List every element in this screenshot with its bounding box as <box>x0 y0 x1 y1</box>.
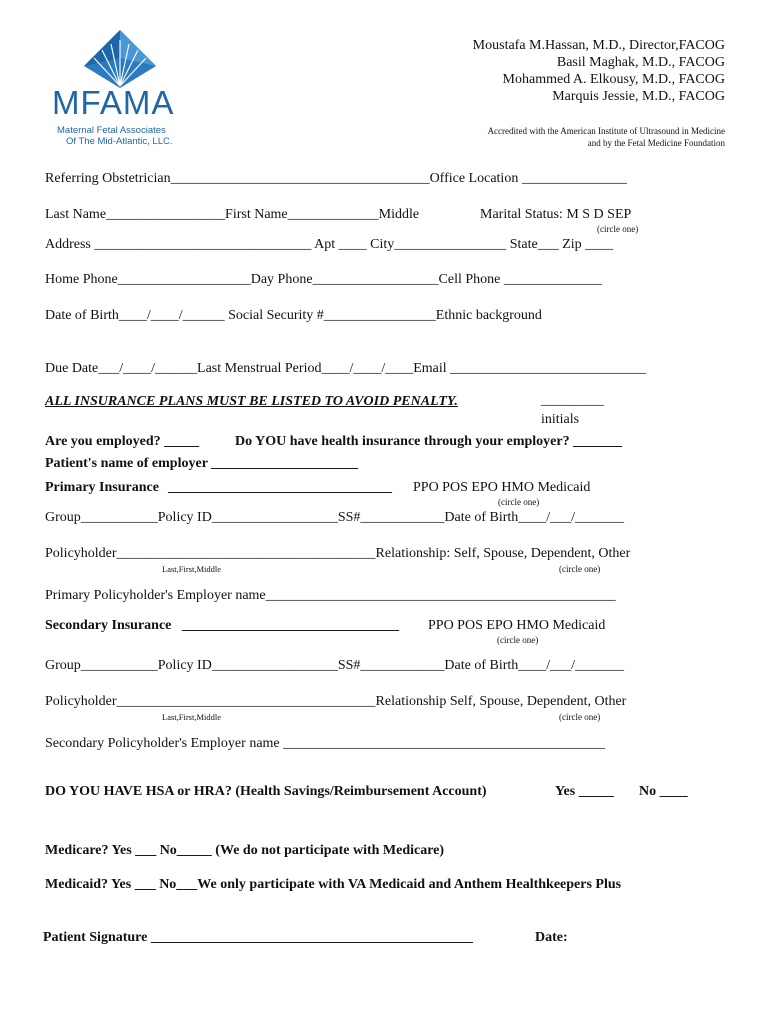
circle-one-note: (circle one) <box>559 564 601 574</box>
accreditation-line: Accredited with the American Institute of Ultrasound in Medicine <box>487 126 725 136</box>
hsa-question: DO YOU HAVE HSA or HRA? (Health Savings/Reimbursement Account) <box>45 784 487 799</box>
medicaid-row[interactable]: Medicaid? Yes ___ No___We only participate with VA Medicaid and Anthem Healthkeepers Plus <box>45 877 622 892</box>
employer-insurance-question[interactable]: Do YOU have health insurance through your employer? _______ <box>235 434 623 449</box>
initials-label: initials <box>541 412 580 427</box>
secondary-plan-types[interactable]: PPO POS EPO HMO Medicaid <box>428 618 606 633</box>
employed-question[interactable]: Are you employed? _____ <box>45 434 200 449</box>
secondary-insurance-field[interactable]: _______________________________ <box>182 618 399 633</box>
last-first-middle-note: Last,First,Middle <box>162 712 222 722</box>
logo-line2: Of The Mid-Atlantic, LLC. <box>66 136 173 147</box>
logo-diamond-icon <box>60 28 180 90</box>
logo-name: MFAMA <box>52 84 175 121</box>
primary-plan-types[interactable]: PPO POS EPO HMO Medicaid <box>413 480 591 495</box>
logo-line1: Maternal Fetal Associates <box>57 125 166 136</box>
due-date-row[interactable]: Due Date___/____/______Last Menstrual Period____/____/____Email ____________________________ <box>45 361 647 376</box>
accreditation-line: and by the Fetal Medicine Foundation <box>587 138 725 148</box>
circle-one-note: (circle one) <box>498 497 540 507</box>
secondary-employer-row[interactable]: Secondary Policyholder's Employer name ______________________________________________ <box>45 736 606 751</box>
circle-one-note: (circle one) <box>497 635 539 645</box>
marital-status[interactable]: Marital Status: M S D SEP <box>480 207 632 222</box>
hsa-no-field[interactable]: No ____ <box>639 784 688 799</box>
name-row[interactable]: Last Name_________________First Name_____________Middle <box>45 207 420 222</box>
primary-insurance-field[interactable]: ________________________________ <box>168 480 392 495</box>
circle-one-note: (circle one) <box>597 224 639 234</box>
referring-row[interactable]: Referring Obstetrician_____________________________________Office Location _______________ <box>45 171 627 186</box>
secondary-group-row[interactable]: Group___________Policy ID__________________SS#____________Date of Birth____/___/_______ <box>45 658 625 673</box>
secondary-policyholder-row[interactable]: Policyholder_____________________________________Relationship Self, Spouse, Dependent, Other <box>45 694 627 709</box>
primary-employer-row[interactable]: Primary Policyholder's Employer name__________________________________________________ <box>45 588 616 603</box>
address-row[interactable]: Address _______________________________ Apt ____ City________________ State___ Zip ____ <box>45 237 614 252</box>
date-field[interactable]: Date: <box>535 930 568 945</box>
doctor-line: Marquis Jessie, M.D., FACOG <box>552 89 725 104</box>
primary-group-row[interactable]: Group___________Policy ID__________________SS#____________Date of Birth____/___/_______ <box>45 510 625 525</box>
circle-one-note: (circle one) <box>559 712 601 722</box>
last-first-middle-note: Last,First,Middle <box>162 564 222 574</box>
patient-signature-field[interactable]: Patient Signature ______________________________________________ <box>43 930 473 945</box>
dob-row[interactable]: Date of Birth____/____/______ Social Security #________________Ethnic background <box>45 308 542 323</box>
employer-name-field[interactable]: Patient's name of employer _____________________ <box>45 456 359 471</box>
doctor-line: Basil Maghak, M.D., FACOG <box>556 55 725 70</box>
logo <box>52 28 192 153</box>
medicare-row[interactable]: Medicare? Yes ___ No_____ (We do not participate with Medicare) <box>45 843 445 858</box>
hsa-yes-field[interactable]: Yes _____ <box>555 784 614 799</box>
initials-field[interactable]: _________ <box>541 393 604 408</box>
insurance-warning: ALL INSURANCE PLANS MUST BE LISTED TO AVOID PENALTY. <box>45 394 458 409</box>
doctor-line: Mohammed A. Elkousy, M.D., FACOG <box>502 72 725 87</box>
phone-row[interactable]: Home Phone___________________Day Phone__________________Cell Phone ______________ <box>45 272 602 287</box>
doctor-line: Moustafa M.Hassan, M.D., Director,FACOG <box>472 38 725 53</box>
primary-policyholder-row[interactable]: Policyholder_____________________________________Relationship: Self, Spouse, Dependent, Other <box>45 546 631 561</box>
primary-insurance-label: Primary Insurance <box>45 480 159 495</box>
secondary-insurance-label: Secondary Insurance <box>45 618 172 633</box>
